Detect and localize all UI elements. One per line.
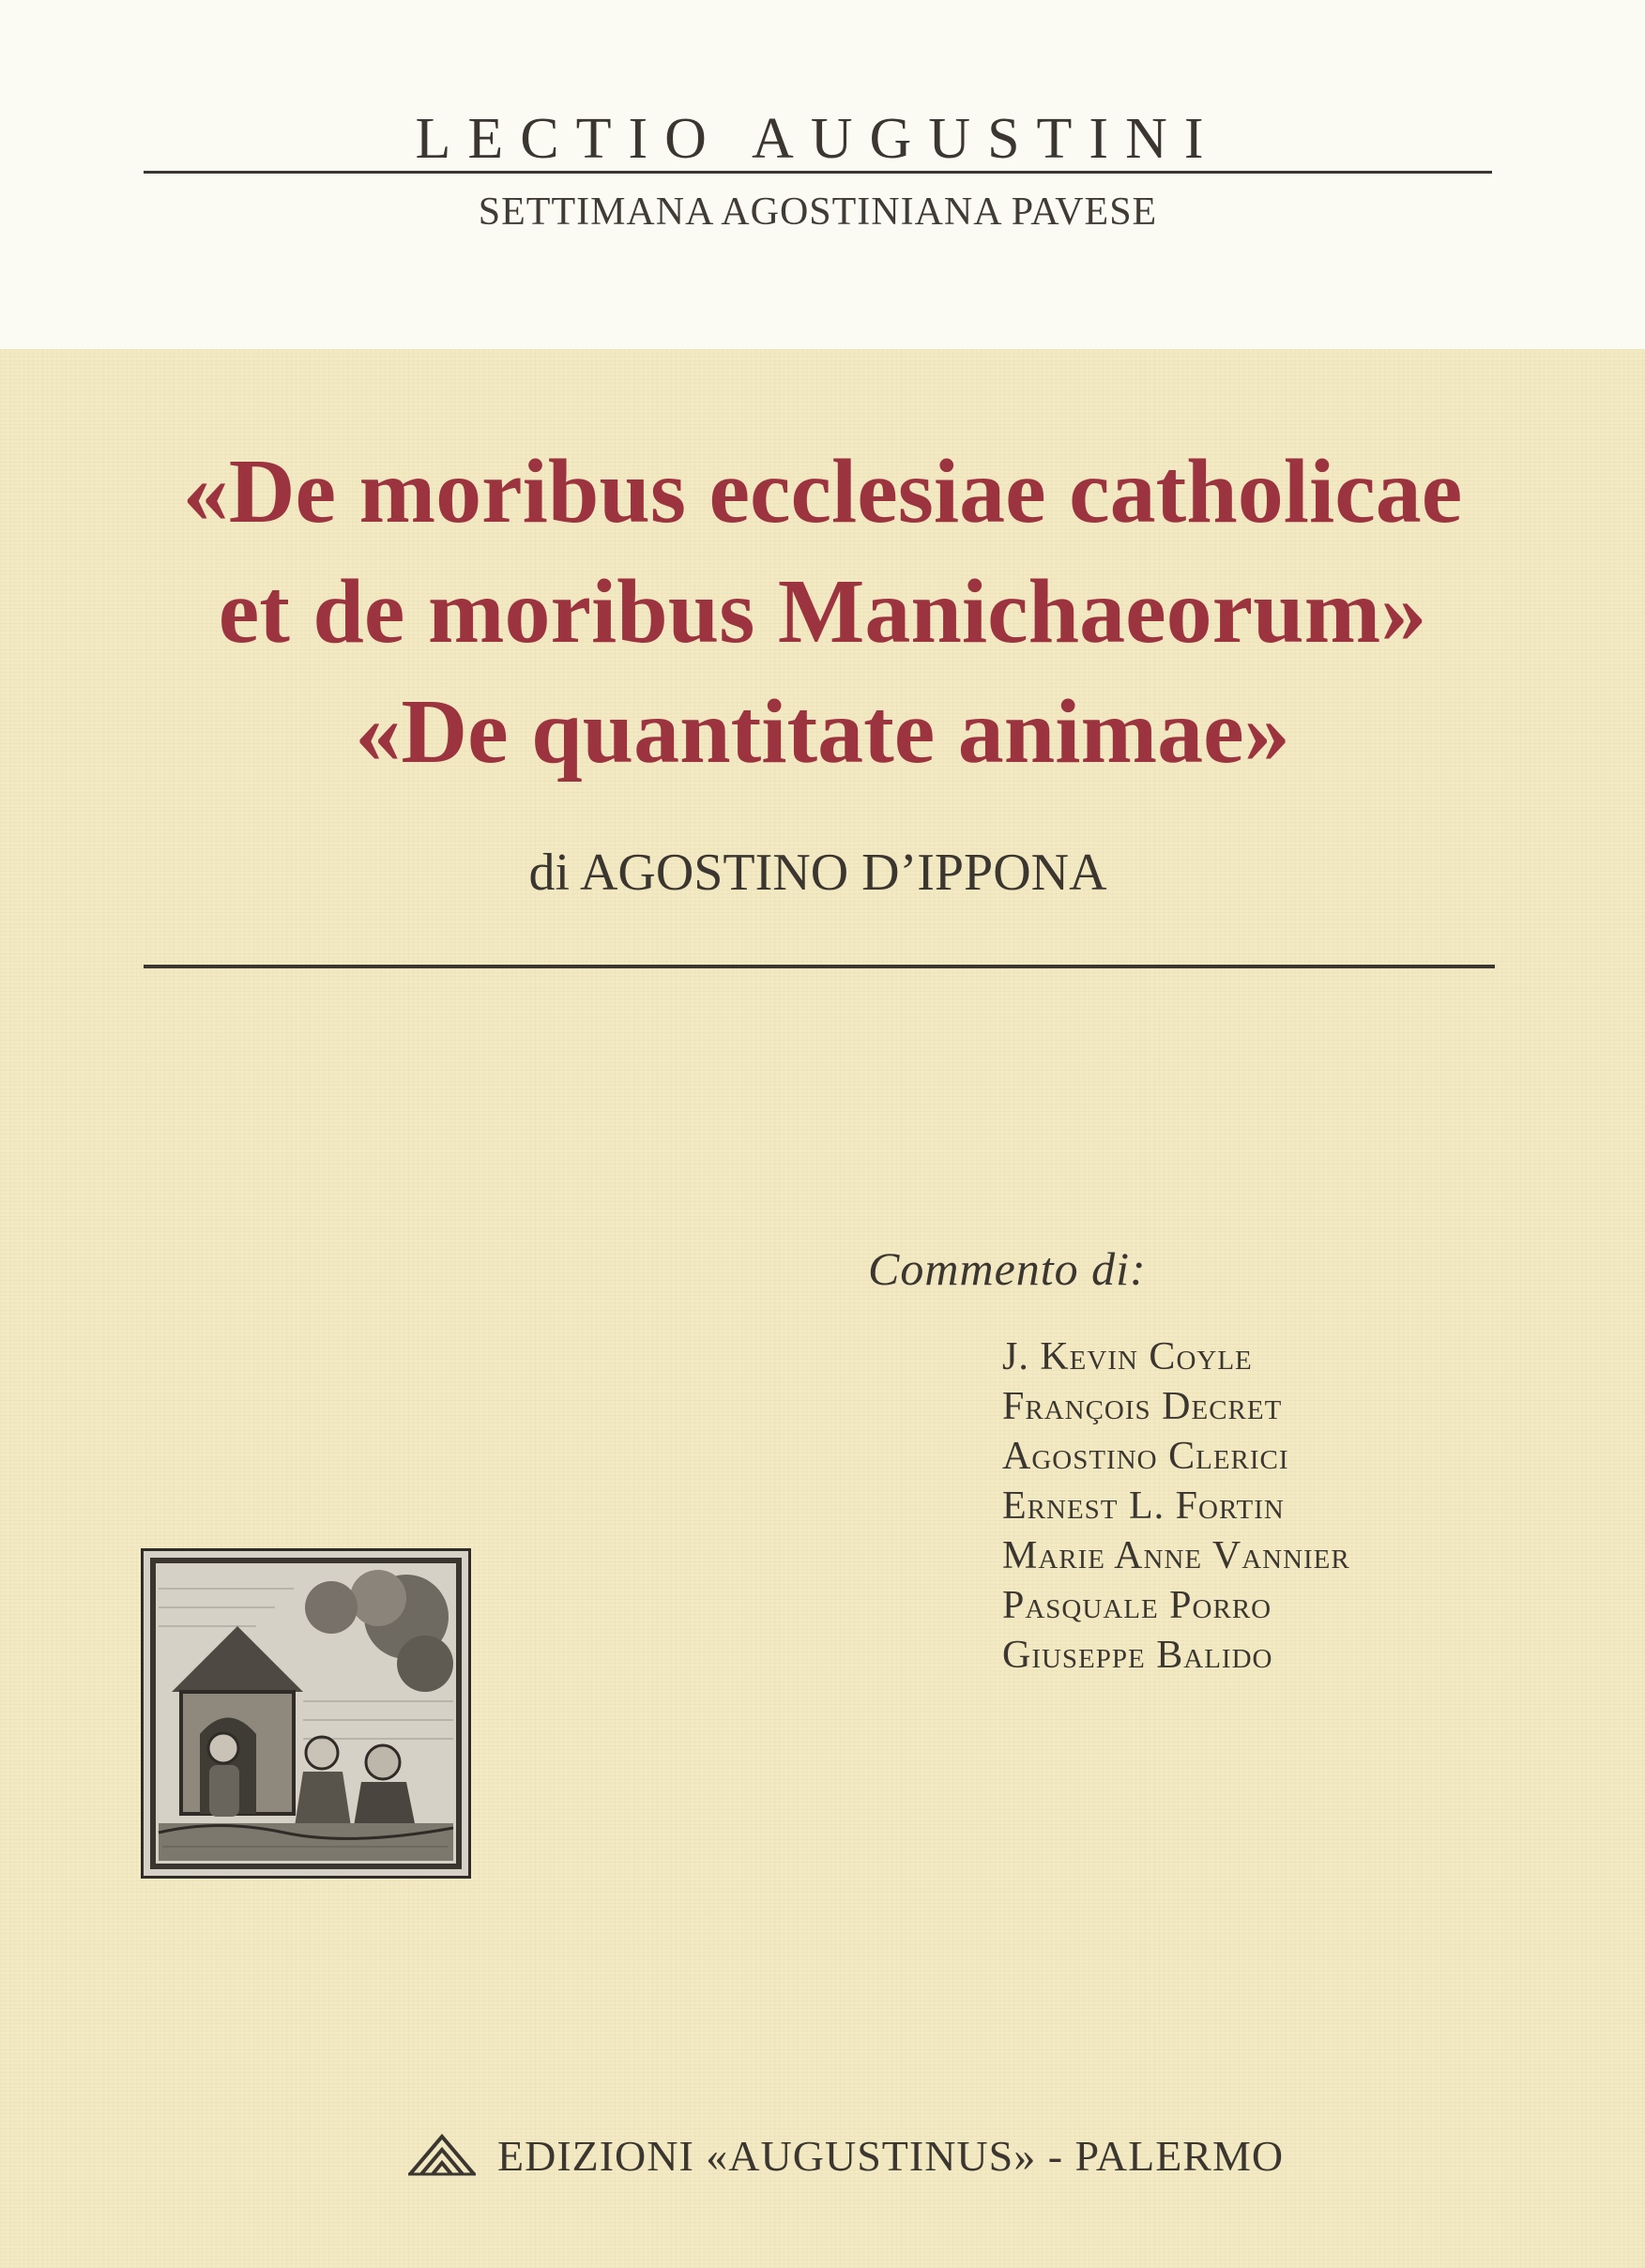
commentary-label: Commento di: <box>868 1242 1147 1295</box>
engraving-art <box>144 1551 468 1876</box>
series-divider <box>144 171 1492 174</box>
book-title-line-3: «De quantitate animae» <box>355 681 1290 783</box>
title-divider <box>144 965 1495 968</box>
publisher-block <box>404 2125 1285 2187</box>
contributor-item: J. Kevin Coyle <box>1002 1335 1253 1378</box>
publisher-name: EDIZIONI «AUGUSTINUS» - PALERMO <box>497 2132 1285 2180</box>
book-title <box>75 432 1570 792</box>
author-line: di AGOSTINO D’IPPONA <box>528 844 1107 902</box>
book-title-line-2: et de moribus Manichaeorum» <box>218 561 1427 662</box>
engraving-image <box>141 1548 471 1879</box>
contributor-list <box>1002 1332 1350 1681</box>
contributor-item: Agostino Clerici <box>1002 1435 1289 1478</box>
series-title: LECTIO AUGUSTINI <box>415 107 1221 171</box>
contributor-item: Marie Anne Vannier <box>1002 1534 1350 1577</box>
book-title-line-1: «De moribus ecclesiae catholicae <box>182 441 1463 542</box>
series-subtitle: SETTIMANA AGOSTINIANA PAVESE <box>478 190 1158 234</box>
contributor-item: Ernest L. Fortin <box>1002 1484 1285 1528</box>
publisher-logo-icon <box>408 2133 476 2176</box>
contributor-item: Giuseppe Balido <box>1002 1634 1273 1677</box>
contributor-item: Pasquale Porro <box>1002 1584 1272 1627</box>
contributor-item: François Decret <box>1002 1385 1283 1428</box>
